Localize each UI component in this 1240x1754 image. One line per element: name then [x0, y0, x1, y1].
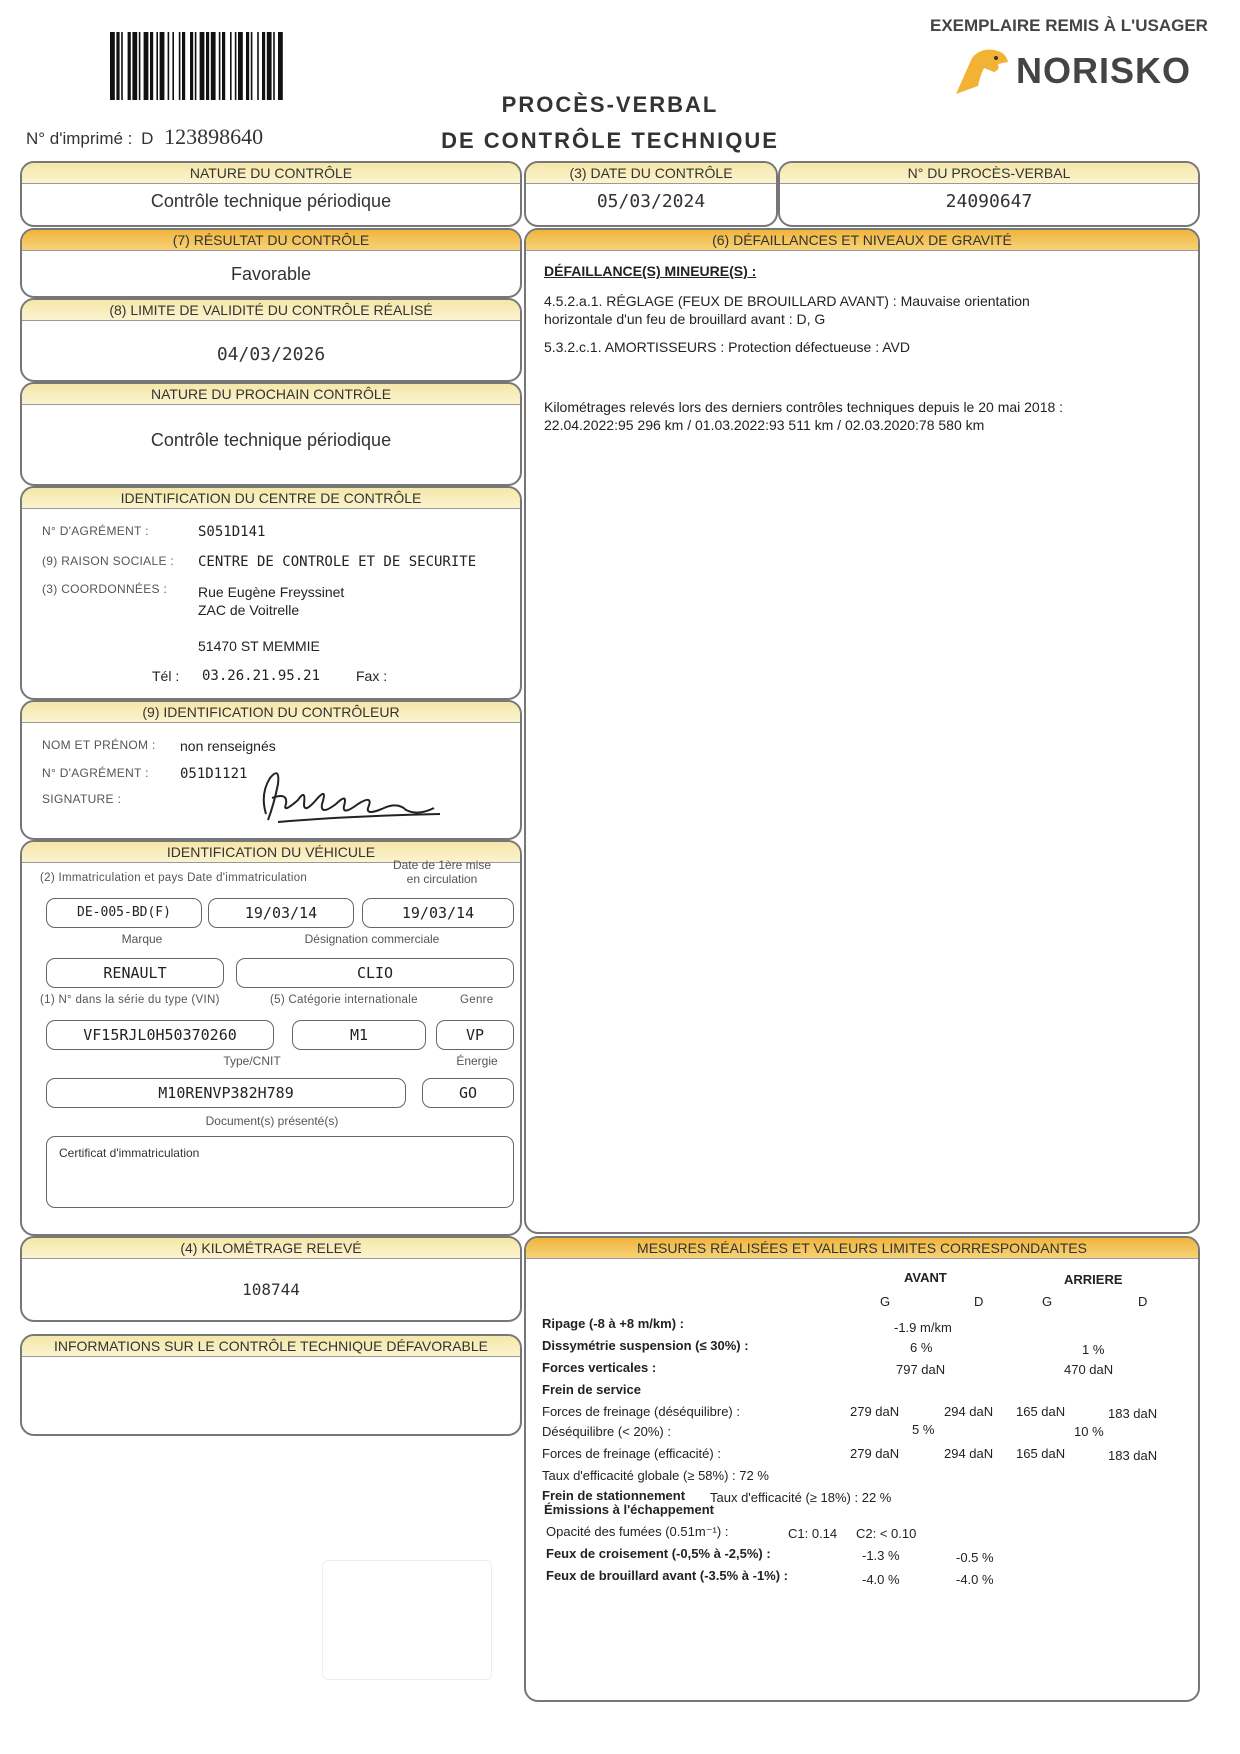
energy-field: GO: [422, 1078, 514, 1108]
center-tel-label: Tél :: [152, 668, 180, 684]
date-panel: [524, 161, 778, 227]
genre-field: VP: [436, 1020, 514, 1050]
marque-label: Marque: [121, 932, 163, 946]
stat-label: Frein de stationnement: [542, 1488, 686, 1503]
vin-label: (1) N° dans la série du type (VIN): [40, 994, 220, 1006]
pv-header: N° DU PROCÈS-VERBAL: [780, 163, 1198, 184]
ff2-ard: 183 daN: [1108, 1448, 1158, 1463]
result-panel: [20, 228, 522, 298]
ff-eff-label: Forces de freinage (efficacité) :: [542, 1446, 721, 1461]
next-panel: [20, 382, 522, 486]
km-history-line2: 22.04.2022:95 296 km / 01.03.2022:93 511 km / 02.03.2020:78 580 km: [544, 417, 985, 433]
unfavorable-panel: [20, 1334, 522, 1436]
type-label: Type/CNIT: [223, 1054, 281, 1068]
croise-label: Feux de croisement (-0,5% à -2,5%) :: [546, 1546, 771, 1561]
ar-g-col: G: [1042, 1294, 1053, 1309]
ripage-label: Ripage (-8 à +8 m/km) :: [542, 1316, 684, 1331]
km-history-line1: Kilométrages relevés lors des derniers contrôles techniques depuis le 20 mai 2018 :: [544, 399, 1064, 415]
controller-panel: [20, 700, 522, 840]
center-address1: Rue Eugène Freyssinet: [198, 584, 345, 600]
validity-header: (8) LIMITE DE VALIDITÉ DU CONTRÔLE RÉALISÉ: [22, 300, 520, 321]
pv-value: 24090647: [945, 191, 1033, 212]
eagle-logo-icon: [954, 46, 1010, 96]
print-number-value: 123898640: [164, 124, 264, 149]
fv-ar: 470 daN: [1064, 1362, 1114, 1377]
fv-label: Forces verticales :: [542, 1360, 657, 1375]
validity-value: 04/03/2026: [216, 344, 326, 365]
mileage-panel: [20, 1236, 522, 1322]
service-label: Frein de service: [542, 1382, 641, 1397]
controller-name-label: NOM ET PRÉNOM :: [42, 738, 156, 752]
croise-d: -0.5 %: [956, 1550, 994, 1565]
date-value: 05/03/2024: [596, 191, 706, 212]
doc-title-line1: PROCÈS-VERBAL: [501, 92, 719, 117]
unfavorable-header: INFORMATIONS SUR LE CONTRÔLE TECHNIQUE DÉFAVORABLE: [22, 1336, 520, 1357]
category-label: (5) Catégorie internationale: [270, 994, 418, 1006]
ff-deseq-label: Forces de freinage (déséquilibre) :: [542, 1404, 740, 1419]
print-number-label: N° d'imprimé :: [26, 129, 133, 148]
opac-c1: C1: 0.14: [788, 1526, 838, 1541]
avant-col: AVANT: [904, 1270, 947, 1285]
designation-field: CLIO: [236, 958, 514, 988]
center-agrement-label: N° D'AGRÉMENT :: [42, 524, 149, 538]
controller-agrement: 051D1121: [180, 766, 248, 782]
stamp-area: [322, 1560, 492, 1680]
stat-value: Taux d'efficacité (≥ 18%) : 22 %: [710, 1490, 892, 1505]
ff1-avd: 294 daN: [944, 1404, 994, 1419]
genre-label: Genre: [460, 994, 494, 1006]
immat-field: DE-005-BD(F): [46, 898, 202, 928]
controller-header: (9) IDENTIFICATION DU CONTRÔLEUR: [22, 702, 520, 723]
energy-label: Énergie: [456, 1054, 498, 1068]
next-value: Contrôle technique périodique: [150, 430, 392, 450]
brouil-g: -4.0 %: [862, 1572, 900, 1587]
fv-av: 797 daN: [896, 1362, 946, 1377]
immat-label: (2) Immatriculation et pays Date d'immatriculation: [40, 872, 308, 884]
vehicle-panel: [20, 840, 522, 1236]
opac-label: Opacité des fumées (0.51m⁻¹) :: [546, 1524, 729, 1539]
copy-label: EXEMPLAIRE REMIS À L'USAGER: [930, 16, 1208, 35]
result-header: (7) RÉSULTAT DU CONTRÔLE: [22, 230, 520, 251]
designation-label: Désignation commerciale: [304, 932, 440, 946]
defect-1-line1: 4.5.2.a.1. RÉGLAGE (FEUX DE BROUILLARD AVANT) : Mauvaise orientation: [544, 293, 1030, 309]
defect-1-line2: horizontale d'un feu de brouillard avant : D, G: [544, 311, 826, 327]
ar-d-col: D: [1138, 1294, 1148, 1309]
vehicle-header: IDENTIFICATION DU VÉHICULE: [22, 842, 520, 863]
dissym-ar: 1 %: [1082, 1342, 1105, 1357]
center-address3: 51470 ST MEMMIE: [198, 638, 320, 654]
mileage-header: (4) KILOMÉTRAGE RELEVÉ: [22, 1238, 520, 1259]
docs-label: Document(s) présenté(s): [205, 1114, 339, 1128]
center-raison: CENTRE DE CONTROLE ET DE SECURITE: [198, 554, 477, 570]
next-header: NATURE DU PROCHAIN CONTRÔLE: [22, 384, 520, 405]
nature-panel: [20, 161, 522, 227]
nature-header: NATURE DU CONTRÔLE: [22, 163, 520, 184]
first-circ-label-1: Date de 1ère mise: [392, 858, 492, 872]
controller-name: non renseignés: [180, 738, 276, 754]
taux-label: Taux d'efficacité globale (≥ 58%) : 72 %: [542, 1468, 769, 1483]
dissym-av: 6 %: [910, 1340, 933, 1355]
nature-value: Contrôle technique périodique: [150, 191, 392, 211]
arriere-col: ARRIERE: [1064, 1272, 1123, 1287]
defects-panel: [524, 228, 1200, 1234]
ff1-arg: 165 daN: [1016, 1404, 1066, 1419]
emiss-label: Émissions à l'échappement: [544, 1502, 714, 1517]
deseq-ar: 10 %: [1074, 1424, 1104, 1439]
defects-header: (6) DÉFAILLANCES ET NIVEAUX DE GRAVITÉ: [526, 230, 1198, 251]
deseq-label: Déséquilibre (< 20%) :: [542, 1424, 671, 1439]
validity-panel: [20, 298, 522, 382]
ff2-arg: 165 daN: [1016, 1446, 1066, 1461]
av-g-col: G: [880, 1294, 891, 1309]
croise-g: -1.3 %: [862, 1548, 900, 1563]
pv-panel: [778, 161, 1200, 227]
center-agrement: S051D141: [198, 524, 266, 540]
measures-header: MESURES RÉALISÉES ET VALEURS LIMITES CORRESPONDANTES: [526, 1238, 1198, 1259]
print-number: N° d'imprimé : D 123898640: [26, 124, 264, 149]
center-header: IDENTIFICATION DU CENTRE DE CONTRÔLE: [22, 488, 520, 509]
result-value: Favorable: [230, 264, 312, 284]
defects-minor-title: DÉFAILLANCE(S) MINEURE(S) :: [544, 263, 757, 279]
first-circ-field: 19/03/14: [362, 898, 514, 928]
marque-field: RENAULT: [46, 958, 224, 988]
ff1-ard: 183 daN: [1108, 1406, 1158, 1421]
controller-signature-label: SIGNATURE :: [42, 792, 122, 806]
signature-image: [258, 764, 468, 828]
mileage-value: 108744: [242, 1280, 300, 1299]
category-field: M1: [292, 1020, 426, 1050]
av-d-col: D: [974, 1294, 984, 1309]
measures-panel: [524, 1236, 1200, 1702]
controller-agrement-label: N° D'AGRÉMENT :: [42, 766, 149, 780]
docs-value: Certificat d'immatriculation: [59, 1146, 200, 1160]
center-fax-label: Fax :: [356, 668, 388, 684]
vin-field: VF15RJL0H50370260: [46, 1020, 274, 1050]
brand-name: NORISKO: [1016, 50, 1192, 91]
first-circ-label-2: en circulation: [406, 872, 478, 886]
center-tel: 03.26.21.95.21: [202, 668, 321, 684]
brouil-label: Feux de brouillard avant (-3.5% à -1%) :: [546, 1568, 788, 1583]
barcode-icon: [110, 32, 392, 100]
deseq-av: 5 %: [912, 1422, 935, 1437]
dissym-label: Dissymétrie suspension (≤ 30%) :: [542, 1338, 749, 1353]
ff2-avd: 294 daN: [944, 1446, 994, 1461]
immat-date-field: 19/03/14: [208, 898, 354, 928]
ff2-avg: 279 daN: [850, 1446, 900, 1461]
center-address2: ZAC de Voitrelle: [198, 602, 300, 618]
center-raison-label: (9) RAISON SOCIALE :: [42, 554, 175, 568]
center-panel: [20, 486, 522, 700]
ff1-avg: 279 daN: [850, 1404, 900, 1419]
docs-field: [46, 1136, 514, 1208]
brouil-d: -4.0 %: [956, 1572, 994, 1587]
opac-c2: C2: < 0.10: [856, 1526, 917, 1541]
type-field: M10RENVP382H789: [46, 1078, 406, 1108]
center-coord-label: (3) COORDONNÉES :: [42, 582, 168, 596]
ripage-value: -1.9 m/km: [894, 1320, 952, 1335]
defect-2: 5.3.2.c.1. AMORTISSEURS : Protection défectueuse : AVD: [544, 339, 910, 355]
date-header: (3) DATE DU CONTRÔLE: [526, 163, 776, 184]
doc-title-line2: DE CONTRÔLE TECHNIQUE: [441, 128, 779, 153]
